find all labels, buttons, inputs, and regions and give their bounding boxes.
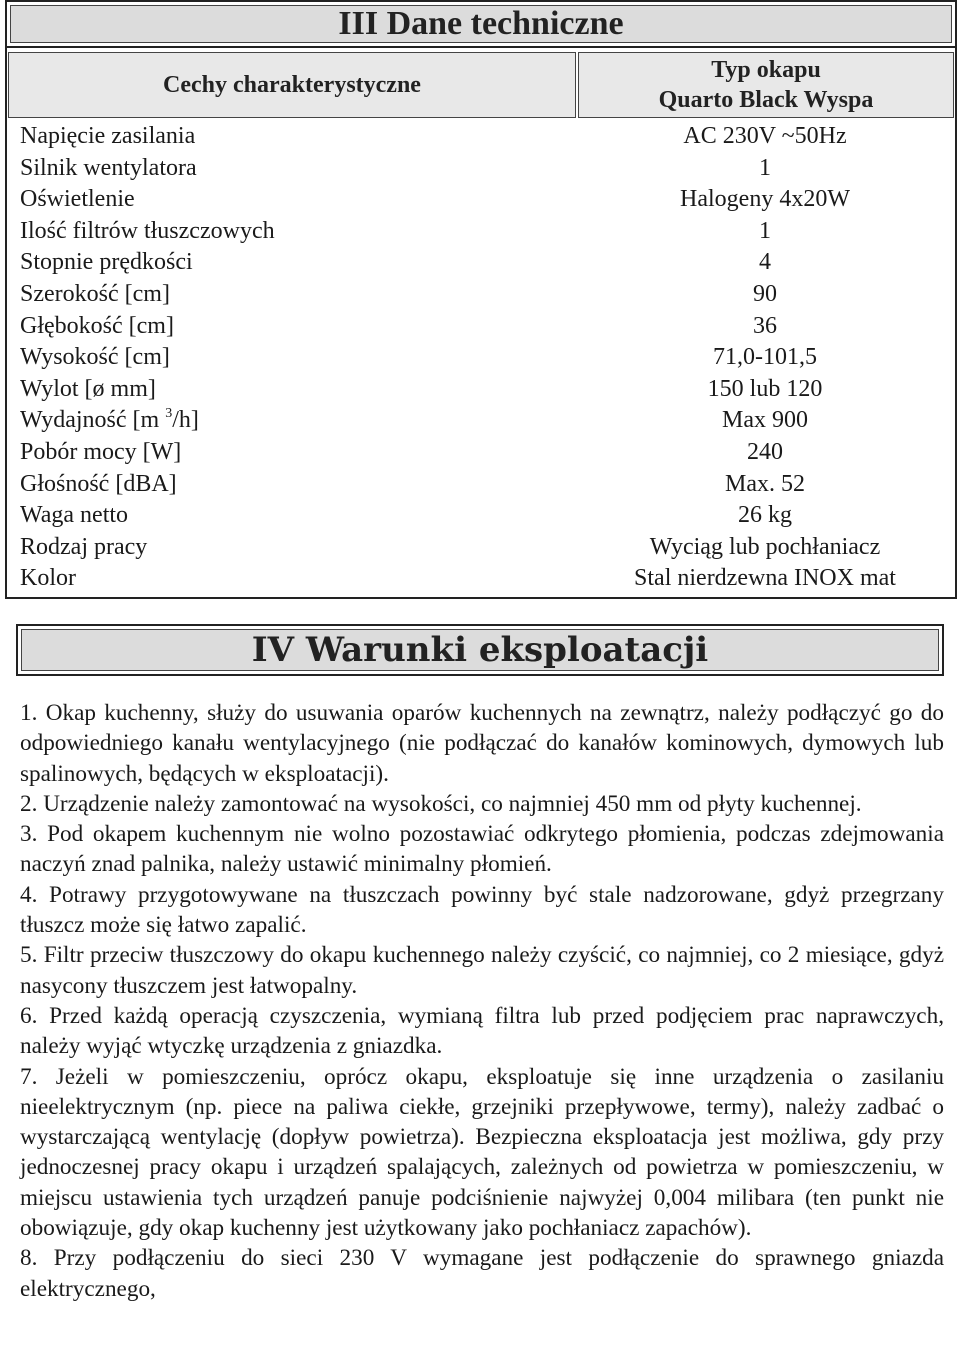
spec-row	[20, 183, 950, 215]
spec-value: Max. 52	[725, 470, 805, 497]
spec-value: 150 lub 120	[707, 375, 823, 402]
spec-value: 26 kg	[738, 502, 792, 529]
spec-label: Stopnie prędkości	[20, 249, 193, 276]
spec-label: Wylot [ø mm]	[20, 375, 156, 402]
spec-value: 240	[747, 438, 783, 465]
spec-label: Silnik wentylatora	[20, 154, 197, 181]
spec-label: Rodzaj pracy	[20, 533, 148, 560]
spec-value: 4	[759, 249, 771, 276]
spec-label	[20, 406, 199, 434]
spec-label: Waga netto	[20, 502, 129, 529]
spec-title-inner	[10, 5, 952, 43]
condition-item: 1. Okap kuchenny, służy do usuwania oparów kuchennych na zewnątrz, należy podłączyć go do odpowiedniego kanału wentylacyjnego (nie podłączać do kanałów kominowych, dymowych lub spalinowych, będących w eksploatacji).	[20, 700, 944, 787]
spec-row	[20, 373, 950, 405]
spec-label: Głębokość [cm]	[20, 312, 174, 339]
spec-title-box	[5, 0, 957, 48]
spec-row	[20, 120, 950, 152]
spec-title: III Dane techniczne	[338, 5, 624, 42]
spec-value: AC 230V ~50Hz	[683, 123, 847, 149]
spec-value: 36	[753, 312, 777, 339]
header-features-cell	[8, 52, 576, 118]
conditions-title-box	[16, 624, 944, 676]
spec-value: Max 900	[722, 407, 808, 434]
header-model-type: Typ okapu	[711, 57, 821, 83]
header-model-cell	[578, 52, 954, 118]
spec-label: Napięcie zasilania	[20, 123, 196, 149]
conditions-title-inner	[21, 629, 939, 671]
header-model-name: Quarto Black Wyspa	[658, 87, 874, 113]
condition-item: 3. Pod okapem kuchennym nie wolno pozostawiać odkrytego płomienia, podczas zdejmowania naczyń znad palnika, należy ustawić minimalny płomień.	[20, 821, 944, 878]
spec-row	[20, 215, 950, 247]
spec-row	[20, 404, 950, 436]
spec-label: Szerokość [cm]	[20, 280, 170, 307]
conditions-list	[20, 698, 944, 1304]
header-features-label: Cechy charakterystyczne	[163, 72, 421, 98]
spec-row	[20, 499, 950, 531]
spec-row	[20, 468, 950, 500]
spec-row	[20, 562, 950, 594]
spec-row	[20, 531, 950, 563]
condition-item: 7. Jeżeli w pomieszczeniu, oprócz okapu, eksploatuje się inne urządzenia o zasilaniu nieelektrycznym (np. piece na paliwa ciekłe, grzejniki przepływowe, termy), należy zadbać o wystarczającą wentylację (dopływ powietrza). Bezpieczna eksploatacja jest możliwa, gdy przy jednoczesnej pracy okapu i urządzeń spalających, zależnych od powietrza w pomieszczeniu, w miejscu ustawienia tych urządzeń panuje podciśnienie najwyżej 0,004 milibara (ten punkt nie obowiązuje, gdy okap kuchenny jest użytkowany jako pochłaniacz zapachów).	[20, 1063, 944, 1242]
spec-label: Głośność [dBA]	[20, 470, 177, 497]
spec-row	[20, 436, 950, 468]
spec-rows	[20, 120, 950, 594]
spec-value: Halogeny 4x20W	[680, 186, 850, 213]
spec-label-superscript: 3	[165, 406, 173, 422]
spec-row	[20, 246, 950, 278]
spec-label: Ilość filtrów tłuszczowych	[20, 217, 275, 244]
spec-row	[20, 341, 950, 373]
spec-value: 71,0-101,5	[713, 344, 817, 371]
spec-row	[20, 278, 950, 310]
conditions-title: IV Warunki eksploatacji	[251, 630, 709, 670]
spec-row	[20, 310, 950, 342]
spec-label-prefix: Wydajność [m	[20, 407, 166, 434]
spec-value: 1	[759, 154, 771, 181]
spec-value: 1	[759, 217, 771, 244]
spec-label: Oświetlenie	[20, 186, 135, 213]
condition-item: 2. Urządzenie należy zamontować na wysokości, co najmniej 450 mm od płyty kuchennej.	[20, 790, 862, 817]
spec-label-suffix: /h]	[172, 407, 199, 434]
spec-label: Pobór mocy [W]	[20, 438, 182, 465]
condition-item: 6. Przed każdą operacją czyszczenia, wymianą filtra lub przed podjęciem prac naprawczych, należy wyjąć wtyczkę urządzenia z gniazdka.	[20, 1002, 944, 1060]
spec-value: Wyciąg lub pochłaniacz	[649, 533, 881, 560]
condition-item: 5. Filtr przeciw tłuszczowy do okapu kuchennego należy czyścić, co najmniej, co 2 miesiące, gdyż nasycony tłuszczem jest łatwopalny.	[20, 942, 944, 999]
spec-value: 90	[753, 280, 777, 307]
spec-label: Wysokość [cm]	[20, 344, 170, 371]
spec-row	[20, 152, 950, 184]
condition-item: 4. Potrawy przygotowywane na tłuszczach powinny być stale nadzorowane, gdyż przegrzany tłuszcz może się łatwo zapalić.	[20, 881, 944, 939]
condition-item: 8. Przy podłączeniu do sieci 230 V wymagane jest podłączenie do sprawnego gniazda elektrycznego,	[20, 1245, 944, 1302]
spec-label: Kolor	[20, 565, 76, 592]
spec-value: Stal nierdzewna INOX mat	[634, 565, 896, 592]
